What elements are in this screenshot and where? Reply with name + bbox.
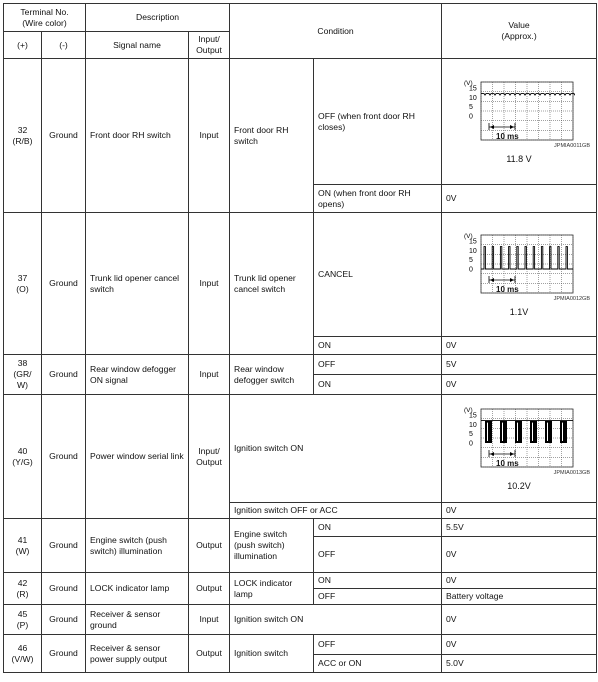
sub-condition-cell: OFF [314, 635, 442, 655]
condition-cell: LOCK indicator lamp [230, 573, 314, 605]
value-cell: Battery voltage [442, 589, 597, 605]
sub-condition-cell: ON [314, 337, 442, 355]
sub-condition-cell: OFF [314, 589, 442, 605]
ms-label: 10 ms [496, 132, 519, 141]
condition-cell: Ignition switch [230, 635, 314, 673]
svg-text:(V): (V) [464, 80, 473, 87]
ground-cell: Ground [42, 635, 86, 673]
svg-text:0: 0 [469, 113, 473, 121]
io-cell: Input [189, 355, 230, 395]
sub-condition-cell: ON [314, 375, 442, 395]
value-cell: 0V [442, 635, 597, 655]
sub-condition-cell: OFF (when front door RH closes) [314, 59, 442, 185]
svg-text:0: 0 [469, 266, 473, 274]
condition-cell: Ignition switch ON [230, 395, 442, 503]
value-header: Value (Approx.) [442, 4, 597, 59]
io-cell: Output [189, 519, 230, 573]
terminal-no-header: Terminal No. (Wire color) [4, 4, 86, 32]
description-header: Description [86, 4, 230, 32]
terminal-cell: 41 (W) [4, 519, 42, 573]
condition-cell: Rear window defogger switch [230, 355, 314, 395]
figure-id: JPMIA0013GB [553, 470, 591, 476]
signal-name-cell: Power window serial link [86, 395, 189, 519]
value-cell: 5.5V [442, 519, 597, 537]
input-output-header: Input/ Output [189, 32, 230, 59]
svg-text:5: 5 [469, 257, 473, 265]
value-cell: 0V [442, 185, 597, 213]
value-cell [442, 59, 597, 185]
value-cell: 0V [442, 503, 597, 519]
wave-value: 10.2V [507, 481, 531, 491]
signal-name-cell: Front door RH switch [86, 59, 189, 213]
ground-cell: Ground [42, 519, 86, 573]
waveform-graph [463, 78, 575, 142]
table-row [4, 519, 597, 537]
sub-condition-cell: ON (when front door RH opens) [314, 185, 442, 213]
value-cell: 0V [442, 537, 597, 573]
ground-cell: Ground [42, 59, 86, 213]
signal-name-cell: Receiver & sensor power supply output [86, 635, 189, 673]
table-row [4, 605, 597, 635]
table-row [4, 213, 597, 337]
figure-id: JPMIA0011GB [554, 143, 591, 149]
terminal-cell: 37 (O) [4, 213, 42, 355]
svg-text:10: 10 [469, 421, 477, 429]
sub-condition-cell: OFF [314, 355, 442, 375]
sub-condition-cell: ON [314, 573, 442, 589]
io-cell: Input [189, 213, 230, 355]
ms-label: 10 ms [496, 285, 519, 294]
value-cell: 0V [442, 337, 597, 355]
table-row [4, 395, 597, 503]
signal-name-cell: Receiver & sensor ground [86, 605, 189, 635]
svg-text:0: 0 [469, 440, 473, 448]
wave-value: 11.8 V [506, 154, 532, 164]
value-cell: 0V [442, 573, 597, 589]
io-cell: Input [189, 59, 230, 213]
signal-name-cell: Engine switch (push switch) illumination [86, 519, 189, 573]
terminal-cell: 38 (GR/ W) [4, 355, 42, 395]
terminal-cell: 32 (R/B) [4, 59, 42, 213]
svg-text:15: 15 [469, 85, 477, 93]
terminal-cell: 45 (P) [4, 605, 42, 635]
svg-text:10: 10 [469, 94, 477, 102]
svg-text:(V): (V) [464, 407, 473, 414]
ground-cell: Ground [42, 573, 86, 605]
sub-condition-cell: OFF [314, 537, 442, 573]
sub-condition-cell: CANCEL [314, 213, 442, 337]
condition-cell: Ignition switch OFF or ACC [230, 503, 442, 519]
svg-text:(V): (V) [464, 233, 473, 240]
svg-text:15: 15 [469, 412, 477, 420]
waveform-graph [463, 405, 575, 469]
ground-cell: Ground [42, 395, 86, 519]
terminal-cell: 46 (V/W) [4, 635, 42, 673]
sub-condition-cell: ACC or ON [314, 655, 442, 673]
io-cell: Input [189, 605, 230, 635]
condition-cell: Ignition switch ON [230, 605, 442, 635]
io-cell: Input/ Output [189, 395, 230, 519]
terminal-cell: 40 (Y/G) [4, 395, 42, 519]
condition-header: Condition [230, 4, 442, 59]
signal-name-cell: Rear window defogger ON signal [86, 355, 189, 395]
value-cell [442, 395, 597, 503]
table-row [4, 59, 597, 185]
sub-condition-cell: ON [314, 519, 442, 537]
signal-name-cell: Trunk lid opener cancel switch [86, 213, 189, 355]
value-cell: 0V [442, 605, 597, 635]
value-cell: 5.0V [442, 655, 597, 673]
svg-text:15: 15 [469, 238, 477, 246]
signal-name-cell: LOCK indicator lamp [86, 573, 189, 605]
io-cell: Output [189, 635, 230, 673]
terminal-cell: 42 (R) [4, 573, 42, 605]
terminal-table [3, 3, 597, 673]
condition-cell: Front door RH switch [230, 59, 314, 213]
plus-header: (+) [4, 32, 42, 59]
svg-text:5: 5 [469, 431, 473, 439]
value-cell: 5V [442, 355, 597, 375]
waveform-graph [463, 231, 575, 295]
minus-header: (-) [42, 32, 86, 59]
io-cell: Output [189, 573, 230, 605]
ground-cell: Ground [42, 213, 86, 355]
ground-cell: Ground [42, 355, 86, 395]
table-row [4, 635, 597, 655]
condition-cell: Trunk lid opener cancel switch [230, 213, 314, 355]
value-cell [442, 213, 597, 337]
table-row [4, 355, 597, 375]
value-cell: 0V [442, 375, 597, 395]
svg-text:5: 5 [469, 104, 473, 112]
ms-label: 10 ms [496, 459, 519, 468]
wave-value: 1.1V [509, 307, 529, 317]
ground-cell: Ground [42, 605, 86, 635]
signal-name-header: Signal name [86, 32, 189, 59]
table-row [4, 573, 597, 589]
svg-text:10: 10 [469, 247, 477, 255]
condition-cell: Engine switch (push switch) illumination [230, 519, 314, 573]
figure-id: JPMIA0012GB [553, 296, 591, 302]
